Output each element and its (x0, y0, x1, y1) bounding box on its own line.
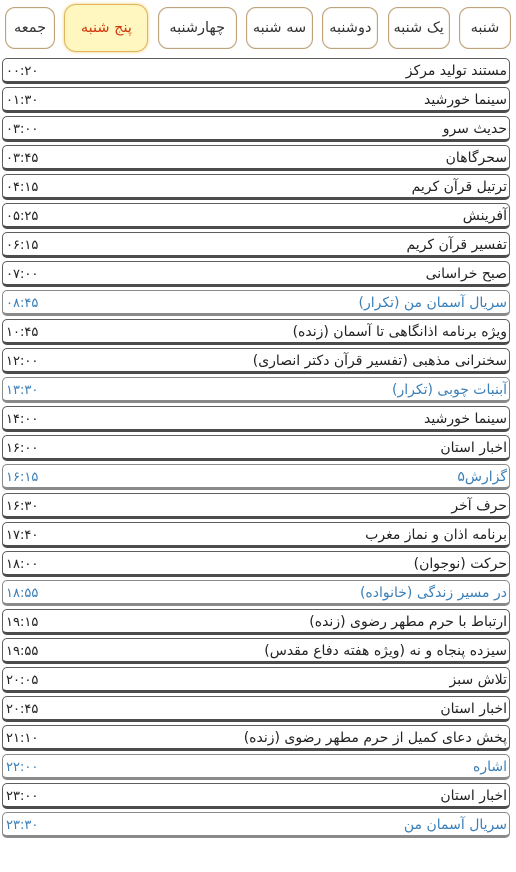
program-time: ۲۱:۱۰ (6, 731, 39, 746)
program-title: حدیث سرو (442, 121, 507, 137)
program-title: برنامه اذان و نماز مغرب (365, 527, 507, 543)
program-time: ۱۷:۴۰ (6, 528, 39, 543)
program-title: اخبار استان (440, 788, 507, 804)
program-title: سریال آسمان من (403, 817, 507, 833)
program-title: ترتیل قرآن کریم (411, 179, 507, 195)
program-title: مستند تولید مرکز (405, 63, 507, 79)
program-time: ۱۹:۱۵ (6, 615, 39, 630)
program-row[interactable] (2, 290, 510, 316)
program-time: ۱۸:۰۰ (6, 557, 39, 572)
program-row[interactable] (2, 493, 510, 519)
program-time: ۱۹:۵۵ (6, 644, 39, 659)
program-title: سخنرانی مذهبی (تفسیر قرآن دکتر انصاری) (252, 353, 507, 369)
program-row[interactable] (2, 319, 510, 345)
day-tabs (5, 5, 511, 51)
schedule-list (2, 58, 510, 841)
program-title: تفسیر قرآن کریم (406, 237, 507, 253)
program-title: در مسیر زندگی (خانواده) (359, 585, 507, 601)
program-row[interactable] (2, 754, 510, 780)
program-row[interactable] (2, 522, 510, 548)
program-time: ۱۶:۱۵ (6, 470, 39, 485)
program-time: ۲۳:۰۰ (6, 789, 39, 804)
program-title: اخبار استان (440, 701, 507, 717)
program-title: اخبار استان (440, 440, 507, 456)
program-time: ۲۳:۳۰ (6, 818, 39, 833)
program-row[interactable] (2, 435, 510, 461)
tab-day-0[interactable]: شنبه (459, 7, 511, 49)
program-row[interactable] (2, 116, 510, 142)
program-time: ۱۲:۰۰ (6, 354, 39, 369)
program-time: ۱۳:۳۰ (6, 383, 39, 398)
program-title: تلاش سبز (449, 672, 507, 688)
program-row[interactable] (2, 551, 510, 577)
program-row[interactable] (2, 174, 510, 200)
program-row[interactable] (2, 812, 510, 838)
program-time: ۰۰:۲۰ (6, 64, 39, 79)
program-time: ۲۰:۴۵ (6, 702, 39, 717)
program-row[interactable] (2, 667, 510, 693)
program-title: ویژه برنامه اذانگاهی تا آسمان (زنده) (292, 324, 507, 340)
program-time: ۰۴:۱۵ (6, 180, 39, 195)
program-title: صبح خراسانی (425, 266, 507, 282)
program-time: ۰۱:۳۰ (6, 93, 39, 108)
program-row[interactable] (2, 261, 510, 287)
program-row[interactable] (2, 377, 510, 403)
program-time: ۱۶:۳۰ (6, 499, 39, 514)
program-row[interactable] (2, 348, 510, 374)
program-time: ۰۸:۴۵ (6, 296, 39, 311)
program-title: سریال آسمان من (تکرار) (358, 295, 507, 311)
program-row[interactable] (2, 638, 510, 664)
tab-day-6[interactable]: جمعه (5, 7, 55, 49)
program-title: حرف آخر (451, 498, 507, 514)
program-row[interactable] (2, 464, 510, 490)
program-time: ۲۲:۰۰ (6, 760, 39, 775)
tab-day-4[interactable]: چهارشنبه (158, 7, 237, 49)
program-title: سحرگاهان (445, 150, 507, 166)
program-title: آفرینش (462, 208, 507, 224)
tab-day-2[interactable]: دوشنبه (322, 7, 378, 49)
program-time: ۰۷:۰۰ (6, 267, 39, 282)
program-row[interactable] (2, 232, 510, 258)
program-title: ارتباط با حرم مطهر رضوی (زنده) (309, 614, 507, 630)
program-row[interactable] (2, 87, 510, 113)
program-row[interactable] (2, 609, 510, 635)
program-title: آبنبات چوبی (تکرار) (392, 382, 507, 398)
program-row[interactable] (2, 203, 510, 229)
program-row[interactable] (2, 58, 510, 84)
program-row[interactable] (2, 580, 510, 606)
program-time: ۱۶:۰۰ (6, 441, 39, 456)
tab-day-1[interactable]: یک شنبه (388, 7, 450, 49)
tab-day-3[interactable]: سه شنبه (246, 7, 313, 49)
program-time: ۱۰:۴۵ (6, 325, 39, 340)
program-row[interactable] (2, 725, 510, 751)
program-title: سیزده پنجاه و نه (ویژه هفته دفاع مقدس) (264, 643, 507, 659)
program-title: سینما خورشید (424, 92, 507, 108)
program-row[interactable] (2, 406, 510, 432)
program-title: اشاره (473, 759, 507, 775)
program-title: گزارش۵ (457, 469, 507, 485)
program-time: ۰۶:۱۵ (6, 238, 39, 253)
program-row[interactable] (2, 145, 510, 171)
program-time: ۱۸:۵۵ (6, 586, 39, 601)
tab-day-5[interactable]: پنج شنبه (64, 4, 148, 52)
program-title: حرکت (نوجوان) (413, 556, 507, 572)
program-row[interactable] (2, 696, 510, 722)
program-time: ۰۳:۴۵ (6, 151, 39, 166)
program-title: سینما خورشید (424, 411, 507, 427)
program-time: ۰۳:۰۰ (6, 122, 39, 137)
program-title: پخش دعای کمیل از حرم مطهر رضوی (زنده) (243, 730, 507, 746)
program-row[interactable] (2, 783, 510, 809)
program-time: ۱۴:۰۰ (6, 412, 39, 427)
program-time: ۰۵:۲۵ (6, 209, 39, 224)
program-time: ۲۰:۰۵ (6, 673, 39, 688)
